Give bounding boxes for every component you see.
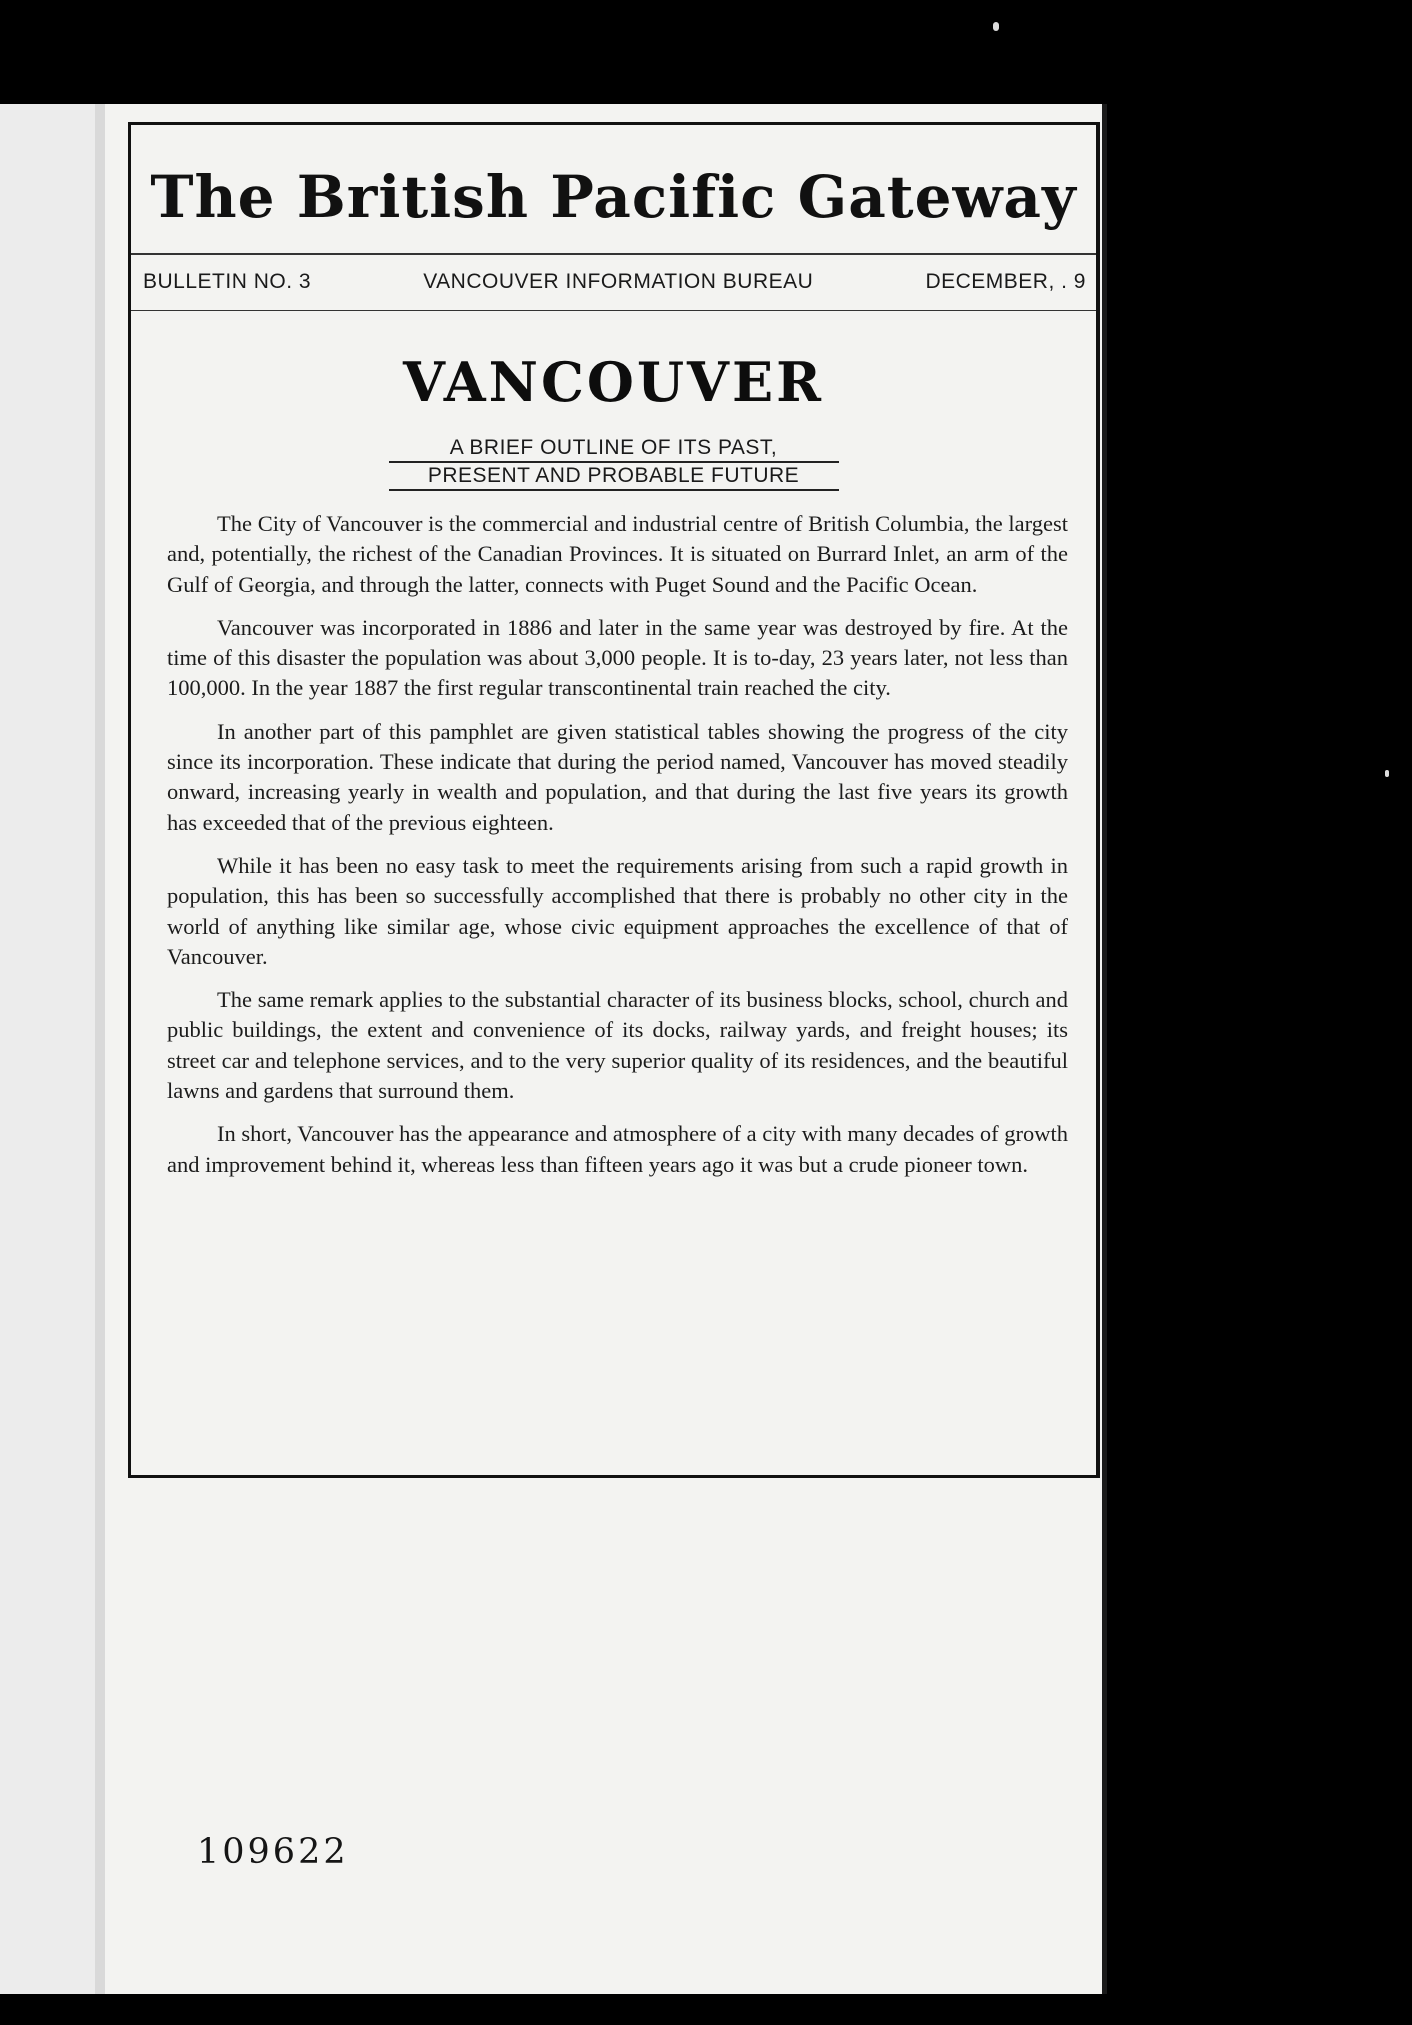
paragraph: The same remark applies to the substantial character of its business blocks, school, church and public buildings, the extent and convenience of its docks, railway yards, and freight houses; its street car and telephone services, and to the very superior quality of its residences, and the beautiful lawns and gardens that surround them. xyxy=(167,987,1068,1104)
scan-speck xyxy=(1385,770,1389,777)
bulletin-date: DECEMBER, . 9 xyxy=(925,270,1086,293)
masthead: The British Pacific Gateway xyxy=(150,163,1077,231)
paragraph: In another part of this pamphlet are given statistical tables showing the progress of the city since its incorporation. These indicate that during the period named, Vancouver has moved steadily onward, increasing yearly in wealth and population, and that during the last five years its growth has exceeded that of the previous eighteen. xyxy=(167,718,1068,835)
paragraph: While it has been no easy task to meet the requirements arising from such a rapid growth in population, this has been so successfully accomplished that there is probably no other city in the world of anything like similar age, whose civic equipment approaches the excellence of that of Vancouver. xyxy=(167,852,1068,969)
subtitle xyxy=(131,435,1096,491)
paragraph: Vancouver was incorporated in 1886 and later in the same year was destroyed by fire. At the time of this disaster the population was about 3,000 people. It is to-day, 23 years later, not less than 100,000. In the year 1887 the first regular transcontinental train reached the city. xyxy=(167,614,1068,701)
paragraph: In short, Vancouver has the appearance and atmosphere of a city with many decades of growth and improvement behind it, whereas less than fifteen years ago it was but a crude pioneer town. xyxy=(167,1121,1068,1177)
left-page-edge xyxy=(0,104,97,1994)
header-bar xyxy=(143,270,1086,294)
paragraph: The City of Vancouver is the commercial and industrial centre of British Columbia, the largest and, potentially, the richest of the Canadian Provinces. It is situated on Burrard Inlet, an arm of the Gulf of Georgia, and through the latter, connects with Puget Sound and the Pacific Ocean. xyxy=(167,511,1068,597)
bulletin-number: BULLETIN NO. 3 xyxy=(143,270,312,293)
subtitle-line-1: A BRIEF OUTLINE OF ITS PAST, xyxy=(389,435,839,463)
page-gutter xyxy=(95,104,105,1994)
header-rule-top xyxy=(131,253,1096,255)
bureau-name: VANCOUVER INFORMATION BUREAU xyxy=(423,270,814,293)
page-title: VANCOUVER xyxy=(402,350,824,414)
header-rule-bottom xyxy=(131,310,1096,311)
article-body xyxy=(167,509,1068,1193)
subtitle-line-2: PRESENT AND PROBABLE FUTURE xyxy=(389,463,839,491)
scan-speck xyxy=(993,22,999,31)
stamp-number: 109622 xyxy=(197,1832,349,1872)
bulletin-frame xyxy=(128,122,1100,1478)
